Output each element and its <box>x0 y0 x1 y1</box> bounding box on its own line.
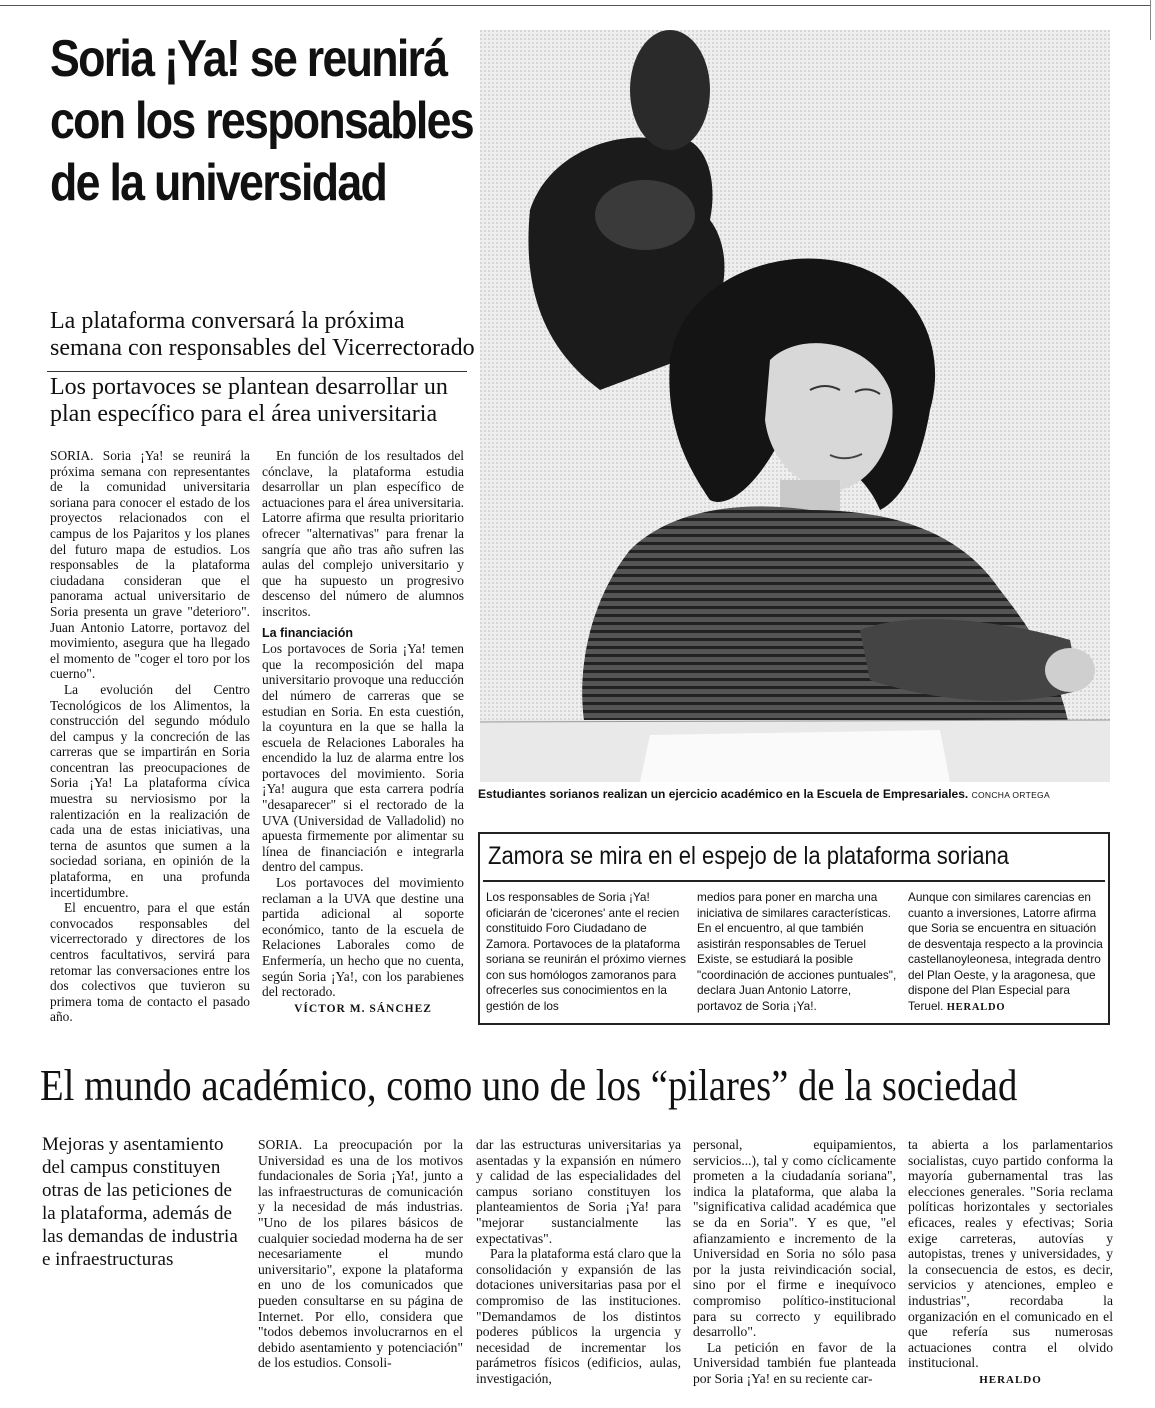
paragraph: personal, equipamientos, servicios...), tal y como cíclicamente prometen a la ciudadanía soriana", indica la plataforma, que alaba la "significativa calidad académica que se da en Soria". Y es que, "el afianzamiento e incremento de la Universidad en Soria no sólo pasa por la justa reivindicación social, sino por el firme e inequívoco compromiso político-institucional para su correcto y equilibrado desarrollo". <box>693 1137 896 1340</box>
sidebar-column-2: medios para poner en marcha una iniciativa de similares características. En el encuentro, al que también asistirán responsables de Teruel Existe, se estudiará la posible "coordinación de acciones puntuales", declara Juan Antonio Latorre, portavoz de Soria ¡Ya!. <box>697 890 897 1013</box>
sidebar-divider <box>483 880 1105 882</box>
paragraph: ta abierta a los parlamentarios socialistas, cuyo partido conforma la mayoría gubernamental tras las elecciones generales. "Soria reclama políticas horizontales y sectoriales eficaces, reales y efectivas; Soria exige carreteras, autovías y autopistas, trenes y universidades, y la consecuencia de estos, es decir, servicios y atenciones, empleo e industrias", recordaba la organización en el comunicado en el que refería sus numerosas actuaciones contra el olvido institucional. <box>908 1137 1113 1371</box>
second-signature: HERALDO <box>979 1373 1042 1386</box>
paragraph: dar las estructuras universitarias ya asentadas y la expansión en número y calidad de las especialidades del campus soriano constituyen los planteamientos de Soria ¡Ya! para "mejorar sustancialmente las expectativas". <box>476 1137 681 1246</box>
sidebar-column-1: Los responsables de Soria ¡Ya! oficiarán de 'cicerones' ante el recien constituido Foro Ciudadano de Zamora. Portavoces de la plataforma soriana se reunirán el próximo viernes con sus homólogos zamoranos para ofrecerles sus conocimientos en la gestión de los <box>486 890 686 1013</box>
byline: VÍCTOR M. SÁNCHEZ <box>294 1002 432 1015</box>
sidebar-text: Aunque con similares carencias en cuanto a inversiones, Latorre afirma que Soria se encuentra en situación de desventaja respecto a la provincia castellanoyleonesa, integrada dentro del Plan Oeste, y la aragonesa, que dispone del Plan Especial para Teruel. <box>908 890 1103 1013</box>
news-photo <box>480 30 1110 782</box>
paragraph: El encuentro, para el que están convocados responsables del vicerrectorado y directores de los centros facultativos, servirá para retomar las conversaciones entre los dos colectivos que tuvieron su primera toma de contacto el pasado año. <box>50 900 250 1025</box>
article-column-1 <box>50 448 250 1025</box>
second-headline: El mundo académico, como uno de los “pilares” de la sociedad <box>40 1061 1018 1110</box>
sidebar-title: Zamora se mira en el espejo de la plataforma soriana <box>488 842 1009 870</box>
top-rule <box>0 5 1150 6</box>
second-column-2 <box>476 1137 681 1387</box>
article-column-2 <box>262 448 464 1017</box>
caption-text: Estudiantes sorianos realizan un ejercicio académico en la Escuela de Empresariales. <box>478 787 969 801</box>
section-subhead: La financiación <box>262 625 353 640</box>
sidebar-column-3 <box>908 890 1104 1015</box>
right-edge-rule <box>1150 0 1151 40</box>
second-column-1 <box>258 1137 463 1371</box>
second-intro: Mejoras y asentamiento del campus constituyen otras de las peticiones de la plataforma, además de las demandas de industria e infraestructuras <box>42 1134 238 1270</box>
photo-students-illustration <box>480 30 1110 782</box>
photo-caption <box>478 787 1078 801</box>
paragraph: La petición en favor de la Universidad también fue planteada por Soria ¡Ya! en su reciente car- <box>693 1339 896 1386</box>
paragraph: En función de los resultados del cónclave, la plataforma estudia desarrollar un plan específico de actuaciones para el área universitaria. Latorre afirma que resulta prioritario ofrecer "alternativas" para frenar la sangría que año tras año sufren las aulas del complejo universitario y que ha supuesto un progresivo descenso del número de alumnos inscritos. <box>262 448 464 619</box>
paragraph: Para la plataforma está claro que la consolidación y expansión de las dotaciones universitarias pasa por el compromiso de las instituciones. "Demandamos de los distintos poderes públicos la urgencia y necesidad de incrementar los parámetros físicos (edificios, aulas, investigación, <box>476 1246 681 1386</box>
second-column-4 <box>908 1137 1113 1389</box>
subtitle-divider <box>47 371 467 372</box>
headline: Soria ¡Ya! se reunirá con los responsables de la universidad <box>50 30 473 212</box>
paragraph: La evolución del Centro Tecnológicos de los Alimentos, la construcción del segundo módulo del campus y la concreción de las carreras que se impartirán en Soria concentran las preocupaciones de Soria ¡Ya! La plataforma cívica muestra su nerviosismo por la ralentización en la realización de cada una de estas iniciativas, una terna de asuntos que sumen a la sociedad soriana, en opinión de la plataforma, en una profunda incertidumbre. <box>50 681 250 900</box>
subtitle-primary: La plataforma conversará la próxima semana con responsables del Vicerrectorado <box>50 308 475 361</box>
subtitle-secondary: Los portavoces se plantean desarrollar un plan específico para el área universitaria <box>50 374 448 427</box>
photo-credit: CONCHA ORTEGA <box>971 790 1050 800</box>
paragraph: SORIA. Soria ¡Ya! se reunirá la próxima semana con representantes de la comunidad universitaria soriana para conocer el estado de los proyectos relacionados con el campus de los Pajaritos y los planes del futuro mapa de estudios. Los responsables de la plataforma ciudadana consideran que el panorama actual universitario de Soria presenta un grave "deterioro". Juan Antonio Latorre, portavoz del movimiento, asegura que ha llegado el momento de "coger el toro por los cuerno". <box>50 448 250 682</box>
paragraph: Los portavoces del movimiento reclaman a la UVA que destine una partida adicional al soporte económico, tanto de la escuela de Relaciones Laborales como de Enfermería, un hecho que no cuenta, según Soria ¡Ya!, con los parabienes del rectorado. <box>262 875 464 1000</box>
paragraph: Los portavoces de Soria ¡Ya! temen que la recomposición del mapa universitario provoque una reducción del número de carreras que se estudian en Soria. En esta cuestión, la coyuntura en la que se halla la escuela de Relaciones Laborales ha encendido la luz de alarma entre los portavoces del movimiento. Soria ¡Ya! augura que esta carrera podría "desaparecer" si el rectorado de la UVA (Universidad de Valladolid) no apuesta firmemente por alimentar su línea de financiación e integrarla dentro del campus. <box>262 641 464 875</box>
sidebar-signature: HERALDO <box>946 1001 1006 1013</box>
paragraph: SORIA. La preocupación por la Universidad es una de los motivos fundacionales de Soria ¡Ya!, junto a las infraestructuras de comunicación y la necesidad de más industrias. "Uno de los pilares básicos de cualquier sociedad moderna ha de ser necesariamente el mundo universitario", expone la plataforma en uno de los comunicados que pueden consultarse en su página de Internet. Por ello, considera que "todos debemos involucrarnos en el debido asentamiento y potenciación" de los estudios. Consoli- <box>258 1137 463 1371</box>
second-column-3 <box>693 1137 896 1387</box>
